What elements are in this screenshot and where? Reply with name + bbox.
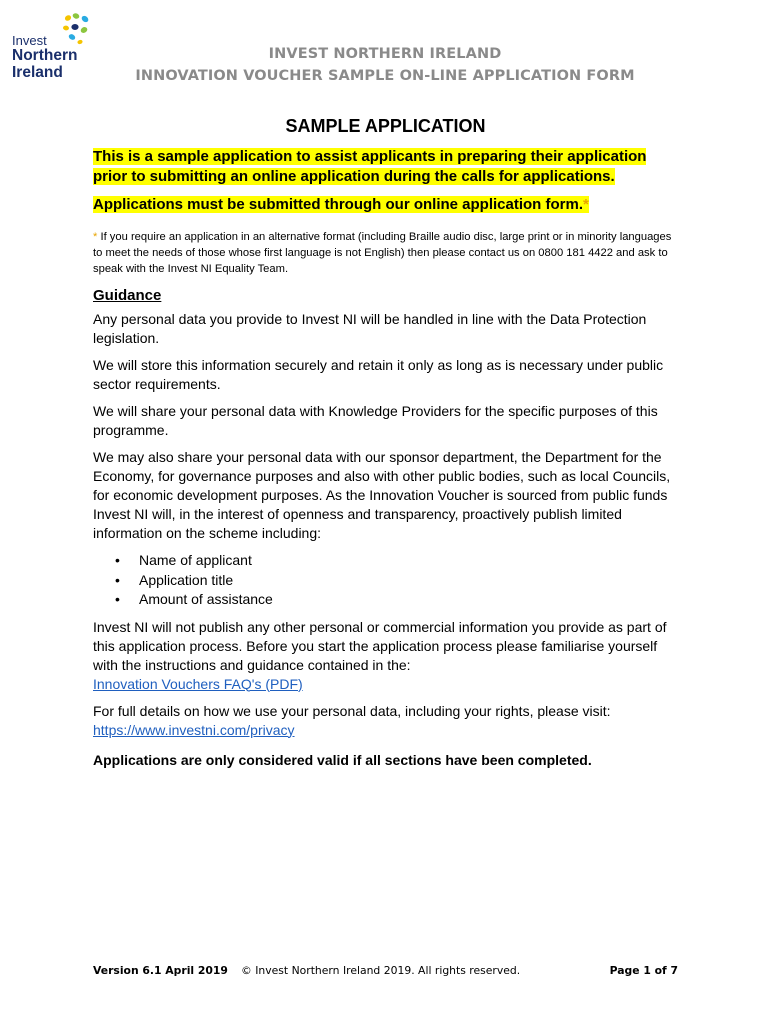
page-title: SAMPLE APPLICATION [285, 116, 486, 136]
intro-highlight: This is a sample application to assist applicants in preparing their application prior to submitting an online application during the calls for applications. [93, 148, 647, 185]
header-organisation: INVEST NORTHERN IRELAND [268, 46, 502, 62]
asterisk-marker: * [583, 196, 589, 213]
faq-pdf-link[interactable]: Innovation Vouchers FAQ's (PDF) [93, 675, 303, 692]
guidance-paragraph-6 [93, 702, 678, 740]
logo-invest-text: Invest [12, 33, 47, 48]
privacy-link[interactable]: https://www.investni.com/privacy [93, 721, 295, 738]
must-submit-highlight [93, 196, 589, 213]
note-asterisk: * [93, 231, 98, 243]
list-item [115, 590, 678, 610]
list-item-text: Name of applicant [139, 552, 252, 568]
list-item-text: Application title [139, 571, 234, 588]
guidance-paragraph-5 [93, 618, 678, 694]
guidance-paragraph-5-text: Invest NI will not publish any other personal or commercial information you provide as part of this application process. Before you start the application process please familiarise yourself with the instructions and guidance contained in the: [93, 618, 667, 673]
list-item-text: Amount of assistance [139, 591, 273, 607]
guidance-paragraph-4: We may also share your personal data with our sponsor department, the Department for the Economy, for governance purposes and also with other public bodies, such as local Councils, for economic development purposes. As the Innovation Voucher is sourced from public funds Invest NI will, in the interest of openness and transparency, proactively publish limited information on the scheme including: [93, 449, 671, 541]
alternative-format-note [93, 229, 678, 277]
guidance-paragraph-2: We will store this information securely and retain it only as long as is necessary under public sector requirements. [93, 357, 664, 392]
bullet-icon: • [115, 571, 120, 588]
must-submit-text: Applications must be submitted through our online application form. [93, 196, 584, 213]
footer-version: Version 6.1 April 2019 [93, 964, 228, 977]
page-footer [93, 964, 678, 980]
document-body [93, 116, 678, 768]
guidance-paragraph-1: Any personal data you provide to Invest NI will be handled in line with the Data Protection legislation. [93, 311, 647, 346]
logo-ireland-text: Ireland [12, 63, 63, 81]
validity-statement: Applications are only considered valid if all sections have been completed. [93, 751, 592, 768]
header-form-title: INNOVATION VOUCHER SAMPLE ON-LINE APPLICATION FORM [135, 68, 635, 84]
footer-copyright: © Invest Northern Ireland 2019. All rights reserved. [241, 964, 521, 977]
bullet-icon: • [115, 591, 120, 607]
must-submit-paragraph [93, 195, 678, 215]
guidance-paragraph-6-text: For full details on how we use your personal data, including your rights, please visit: [93, 702, 611, 719]
published-info-list [93, 551, 678, 610]
footer-page-number: Page 1 of 7 [609, 964, 678, 977]
bullet-icon: • [115, 552, 120, 568]
list-item [115, 571, 678, 591]
guidance-heading: Guidance [93, 287, 162, 304]
note-text: If you require an application in an alternative format (including Braille audio disc, large print or in minority languages to meet the needs of those whose first language is not English) then please contact us on 0800 181 4422 and ask to speak with the Invest NI Equality Team. [93, 231, 672, 275]
list-item [115, 551, 678, 571]
intro-paragraph [93, 147, 678, 187]
guidance-paragraph-3: We will share your personal data with Knowledge Providers for the specific purposes of this programme. [93, 403, 658, 438]
logo-northern-text: Northern [12, 47, 78, 64]
